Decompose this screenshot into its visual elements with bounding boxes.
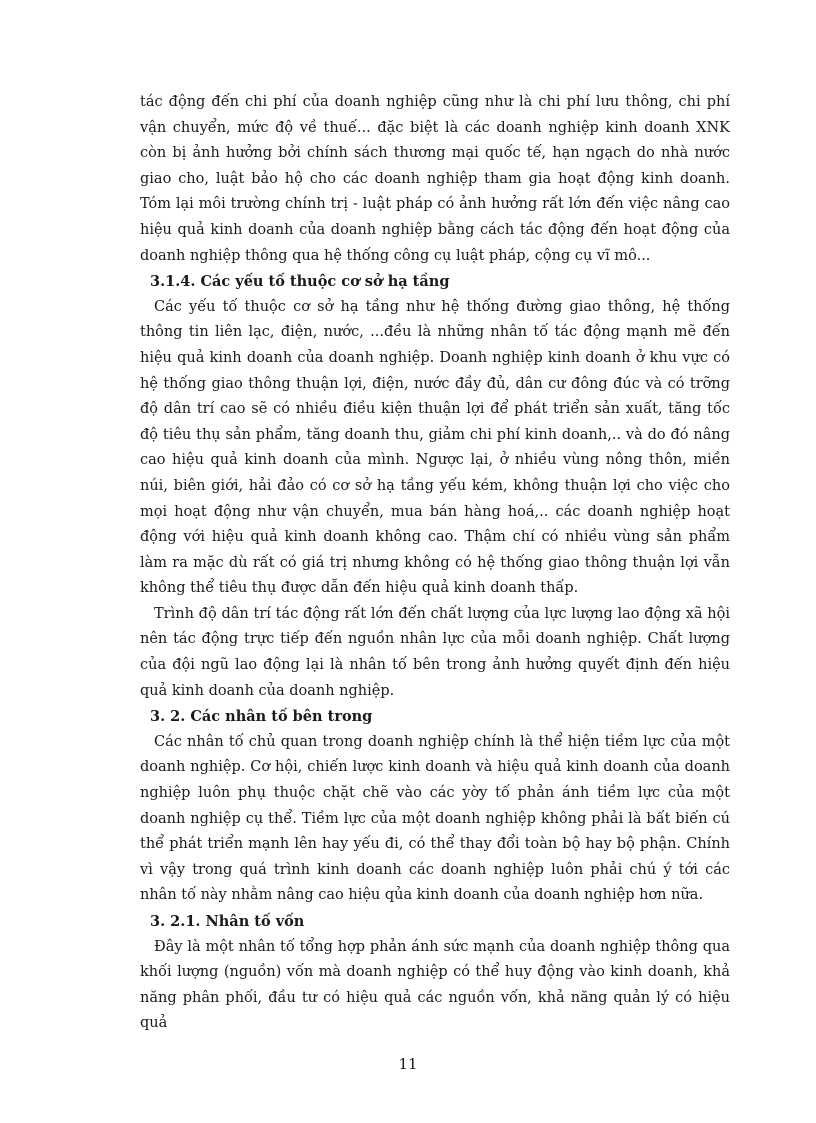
paragraph-internal-factors: Các nhân tố chủ quan trong doanh nghiệp chính là thể hiện tiềm lực của một doanh nghiệp. Cơ hội, chiến lược kinh doanh và hiệu quả kinh doanh của doanh nghiệp luôn phụ thuộc chặt chẽ vào các yờy tố phản ánh tiềm lực của một doanh nghiệp cụ thể. Tiềm lực của một doanh nghiệp không phải là bất biến cú thể phát triển mạnh lên hay yếu đi, có thể thay đổi toàn bộ hay bộ phận. Chính vì vậy trong quá trình kinh doanh các doanh nghiệp luôn phải chú ý tới các nhân tố này nhằm nâng cao hiệu qủa kinh doanh của doanh nghiệp hơn nữa. [140,733,730,904]
section-heading-internal-factors: 3. 2. Các nhân tố bên trong [150,708,373,726]
paragraph-education-level: Trình độ dân trí tác động rất lớn đến chất lượng của lực lượng lao động xã hội nên tác động trực tiếp đến nguồn nhân lực của mỗi doanh nghiệp. Chất lượng của đội ngũ lao động lại là nhân tố bên trong ảnh hưởng quyết định đến hiệu quả kinh doanh của doanh nghiệp. [140,605,730,699]
paragraph-capital: Đây là một nhân tố tổng hợp phản ánh sức mạnh của doanh nghiệp thông qua khối lượng (nguồn) vốn mà doanh nghiệp có thể huy động vào kinh doanh, khả năng phân phối, đầu tư có hiệu quả các nguồn vốn, khả năng quản lý có hiệu quả [140,938,730,1032]
page-number: 11 [398,1055,418,1073]
paragraph-infrastructure: Các yếu tố thuộc cơ sở hạ tầng như hệ thống đường giao thông, hệ thống thông tin liên lạc, điện, nước, ...đều là những nhân tố tác động mạnh mẽ đến hiệu quả kinh doanh của doanh nghiệp. Doanh nghiệp kinh doanh ở khu vực có hệ thống giao thông thuận lợi, điện, nước đầy đủ, dân cư đông đúc và có trỡng độ dân trí cao sẽ có nhiều điều kiện thuận lợi để phát triển sản xuất, tăng tốc độ tiêu thụ sản phẩm, tăng doanh thu, giảm chi phí kinh doanh,.. và do đó nâng cao hiệu quả kinh doanh của mình. Ngược lại, ở nhiều vùng nông thôn, miền núi, biên giới, hải đảo có cơ sở hạ tầng yếu kém, không thuận lợi cho việc cho mọi hoạt động như vận chuyển, mua bán hàng hoá,.. các doanh nghiệp hoạt động với hiệu quả kinh doanh không cao. Thậm chí có nhiều vùng sản phẩm làm ra mặc dù rất có giá trị nhưng không có hệ thống giao thông thuận lợi vẫn không thể tiêu thụ được dẫn đến hiệu quả kinh doanh thấp. [140,298,730,597]
paragraph-legal-environment: tác động đến chi phí của doanh nghiệp cũng như là chi phí lưu thông, chi phí vận chuyển, mức độ về thuế... đặc biệt là các doanh nghiệp kinh doanh XNK còn bị ảnh hưởng bởi chính sách thương mại quốc tế, hạn ngạch do nhà nước giao cho, luật bảo hộ cho các doanh nghiệp tham gia hoạt động kinh doanh. Tóm lại môi trường chính trị - luật pháp có ảnh hưởng rất lớn đến việc nâng cao hiệu quả kinh doanh của doanh nghiệp bằng cách tác động đến hoạt động của doanh nghiệp thông qua hệ thống công cụ luật pháp, cộng cụ vĩ mô... [140,94,730,264]
page-content [140,90,730,1037]
section-heading-capital: 3. 2.1. Nhân tố vốn [150,913,305,930]
section-heading-infrastructure: 3.1.4. Các yếu tố thuộc cơ sở hạ tầng [150,273,450,291]
